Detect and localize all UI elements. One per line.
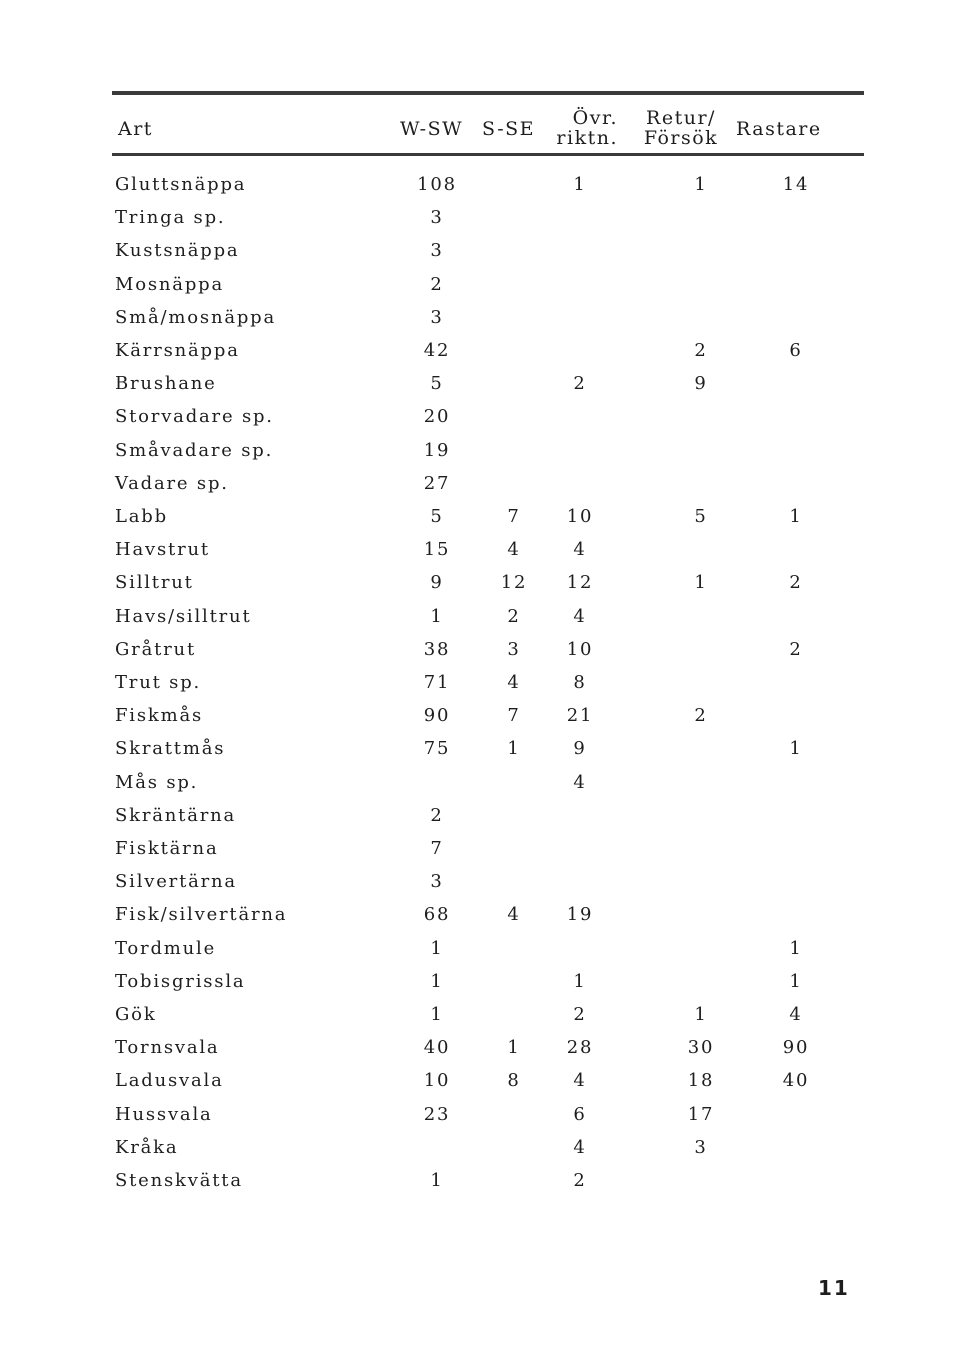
count-w-sw: 9 [430, 572, 444, 594]
species-name: Labb [115, 506, 168, 527]
species-name: Storvadare sp. [115, 406, 274, 428]
species-name: Vadare sp. [115, 472, 229, 494]
count-retur-forsok: 2 [694, 340, 708, 361]
count-ovr-riktn: 1 [573, 970, 587, 992]
count-retur-forsok: 1 [694, 572, 708, 594]
species-name: Kärrsnäppa [115, 340, 240, 361]
count-rastare: 1 [789, 506, 803, 527]
count-rastare: 1 [789, 970, 803, 992]
count-s-se: 4 [507, 672, 521, 693]
header-ovr-line2: riktn. [556, 127, 618, 149]
count-ovr-riktn: 4 [573, 605, 587, 627]
species-name: Tordmule [115, 937, 217, 959]
species-name: Fiskmås [115, 705, 204, 727]
count-ovr-riktn: 4 [573, 1136, 587, 1158]
count-w-sw: 38 [423, 638, 451, 660]
count-rastare: 2 [789, 572, 803, 594]
count-s-se: 1 [507, 738, 521, 760]
count-rastare: 2 [789, 638, 803, 660]
species-name: Fisk/silvertärna [115, 904, 288, 926]
count-s-se: 2 [507, 605, 521, 627]
header-art: Art [118, 118, 153, 140]
page-number: 11 [818, 1276, 850, 1300]
count-w-sw: 1 [430, 937, 444, 959]
count-ovr-riktn: 10 [566, 506, 594, 527]
count-ovr-riktn: 4 [573, 771, 587, 793]
count-retur-forsok: 1 [694, 1004, 708, 1025]
count-w-sw: 1 [430, 1004, 444, 1025]
count-s-se: 7 [507, 705, 521, 727]
table-header-rule [112, 153, 864, 156]
count-w-sw: 3 [430, 240, 444, 262]
count-w-sw: 10 [423, 1070, 451, 1092]
species-name: Stenskvätta [115, 1170, 243, 1191]
count-ovr-riktn: 4 [573, 1070, 587, 1092]
species-name: Kustsnäppa [115, 240, 240, 262]
species-name: Silvertärna [115, 871, 237, 893]
header-rastare: Rastare [736, 118, 822, 140]
count-w-sw: 71 [423, 672, 451, 693]
count-ovr-riktn: 2 [573, 373, 587, 395]
count-w-sw: 3 [430, 871, 444, 893]
species-name: Hussvala [115, 1103, 213, 1125]
header-retur-forsok [640, 108, 722, 148]
count-retur-forsok: 9 [694, 373, 708, 395]
species-name: Gråtrut [115, 638, 196, 660]
species-name: Silltrut [115, 572, 194, 594]
count-w-sw: 1 [430, 970, 444, 992]
species-name: Trut sp. [115, 672, 202, 693]
count-ovr-riktn: 19 [566, 904, 594, 926]
count-w-sw: 2 [430, 273, 444, 295]
count-w-sw: 42 [423, 340, 451, 361]
count-ovr-riktn: 12 [566, 572, 594, 594]
species-name: Gluttsnäppa [115, 174, 247, 195]
species-name: Mosnäppa [115, 273, 225, 295]
species-name: Ladusvala [115, 1070, 224, 1092]
count-w-sw: 19 [423, 439, 451, 461]
count-ovr-riktn: 8 [573, 672, 587, 693]
count-s-se: 1 [507, 1037, 521, 1059]
count-rastare: 1 [789, 738, 803, 760]
count-ovr-riktn: 1 [573, 174, 587, 195]
count-rastare: 4 [789, 1004, 803, 1025]
count-w-sw: 3 [430, 306, 444, 328]
header-ovr-line1: Övr. [572, 107, 618, 129]
count-s-se: 7 [507, 506, 521, 527]
species-name: Skräntärna [115, 804, 237, 826]
species-name: Havs/silltrut [115, 605, 252, 627]
count-rastare: 1 [789, 937, 803, 959]
count-w-sw: 20 [423, 406, 451, 428]
count-ovr-riktn: 2 [573, 1004, 587, 1025]
count-w-sw: 90 [423, 705, 451, 727]
count-w-sw: 108 [417, 174, 457, 195]
header-w-sw: W-SW [400, 118, 464, 140]
count-w-sw: 40 [423, 1037, 451, 1059]
count-s-se: 4 [507, 904, 521, 926]
count-s-se: 4 [507, 539, 521, 561]
species-name: Småvadare sp. [115, 439, 274, 461]
count-s-se: 12 [500, 572, 528, 594]
header-retur-line1: Retur/ [646, 107, 716, 129]
header-s-se: S-SE [482, 118, 536, 140]
count-w-sw: 68 [423, 904, 451, 926]
count-retur-forsok: 5 [694, 506, 708, 527]
species-name: Skrattmås [115, 738, 226, 760]
count-retur-forsok: 18 [687, 1070, 715, 1092]
count-rastare: 90 [782, 1037, 810, 1059]
species-name: Havstrut [115, 539, 210, 561]
count-w-sw: 75 [423, 738, 451, 760]
count-w-sw: 27 [423, 472, 451, 494]
species-name: Tobisgrissla [115, 970, 246, 992]
count-rastare: 40 [782, 1070, 810, 1092]
table-top-rule [112, 91, 864, 95]
species-name: Tornsvala [115, 1037, 220, 1059]
count-retur-forsok: 17 [687, 1103, 715, 1125]
count-ovr-riktn: 28 [566, 1037, 594, 1059]
species-name: Kråka [115, 1136, 179, 1158]
species-name: Mås sp. [115, 771, 199, 793]
count-ovr-riktn: 21 [566, 705, 594, 727]
count-retur-forsok: 30 [687, 1037, 715, 1059]
count-ovr-riktn: 10 [566, 638, 594, 660]
count-w-sw: 3 [430, 207, 444, 229]
count-retur-forsok: 3 [694, 1136, 708, 1158]
count-w-sw: 2 [430, 804, 444, 826]
species-name: Små/mosnäppa [115, 306, 277, 328]
count-w-sw: 1 [430, 1170, 444, 1191]
count-ovr-riktn: 6 [573, 1103, 587, 1125]
count-ovr-riktn: 2 [573, 1170, 587, 1191]
count-w-sw: 7 [430, 838, 444, 859]
species-name: Fisktärna [115, 838, 219, 859]
species-name: Gök [115, 1004, 157, 1025]
count-ovr-riktn: 9 [573, 738, 587, 760]
count-w-sw: 5 [430, 506, 444, 527]
species-name: Tringa sp. [115, 207, 226, 229]
header-ovr-riktn [554, 108, 618, 148]
count-retur-forsok: 1 [694, 174, 708, 195]
count-w-sw: 15 [423, 539, 451, 561]
count-rastare: 14 [782, 174, 810, 195]
count-w-sw: 23 [423, 1103, 451, 1125]
count-retur-forsok: 2 [694, 705, 708, 727]
count-w-sw: 1 [430, 605, 444, 627]
count-s-se: 8 [507, 1070, 521, 1092]
count-s-se: 3 [507, 638, 521, 660]
count-w-sw: 5 [430, 373, 444, 395]
species-name: Brushane [115, 373, 217, 395]
header-retur-line2: Försök [643, 127, 719, 149]
count-ovr-riktn: 4 [573, 539, 587, 561]
count-rastare: 6 [789, 340, 803, 361]
